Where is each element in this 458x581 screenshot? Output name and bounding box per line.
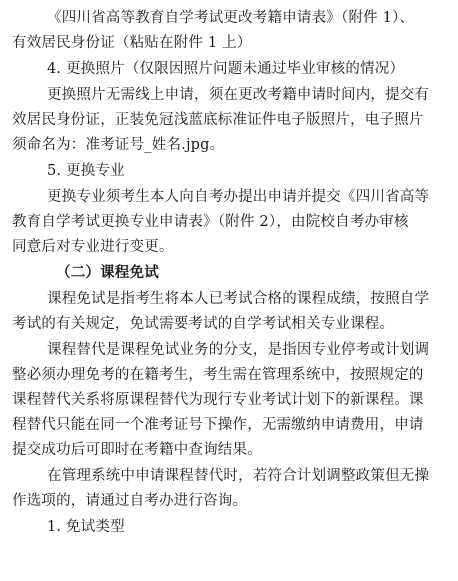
section-heading-change-major: 5. 更换专业 [47,163,125,179]
text-line-13: 考试的有关规定，免试需要考试的自学考试相关专业课程。 [12,316,395,332]
text-line-1: 《四川省高等教育自学考试更改考籍申请表》（附件 1）、 [47,10,415,26]
text-line-16: 课程替代关系将原课程替代为现行专业考试计划下的新课程。课 [12,392,424,408]
text-line-9: 教育自学考试更换专业申请表》（附件 2），由院校自考办审核 [12,214,409,230]
section-heading-exemption-type: 1. 免试类型 [47,519,125,535]
text-line-18: 提交成功后可即时在考籍中查询结果。 [12,442,262,458]
text-line-6: 须命名为：准考证号_姓名.jpg。 [12,137,225,153]
text-line-12: 课程免试是指考生将本人已考试合格的课程成绩，按照自学 [47,291,430,307]
text-line-19: 在管理系统中申请课程替代时，若符合计划调整政策但无操 [47,468,430,484]
text-line-4: 更换照片无需线上申请，须在更改考籍申请时间内，提交有 [47,87,430,103]
text-line-8: 更换专业须考生本人向自考办提出申请并提交《四川省高等 [47,189,430,205]
section-heading-course-exemption: （二）课程免试 [56,264,159,281]
text-line-15: 整必须办理免考的在籍考生，考生需在管理系统中，按照规定的 [12,367,424,383]
text-line-10: 同意后对专业进行变更。 [12,239,174,255]
text-line-17: 程替代只能在同一个准考证号下操作，无需缴纳申请费用，申请 [12,417,424,433]
text-line-2: 有效居民身份证（粘贴在附件 1 上） [12,35,252,51]
text-line-20: 作选项的，请通过自考办进行咨询。 [12,493,248,509]
text-line-5: 效居民身份证，正装免冠浅蓝底标准证件电子版照片，电子照片 [12,112,424,128]
text-line-14: 课程替代是课程免试业务的分支，是指因专业停考或计划调 [47,342,430,358]
section-heading-change-photo: 4. 更换照片（仅限因照片问题未通过毕业审核的情况） [47,61,405,77]
